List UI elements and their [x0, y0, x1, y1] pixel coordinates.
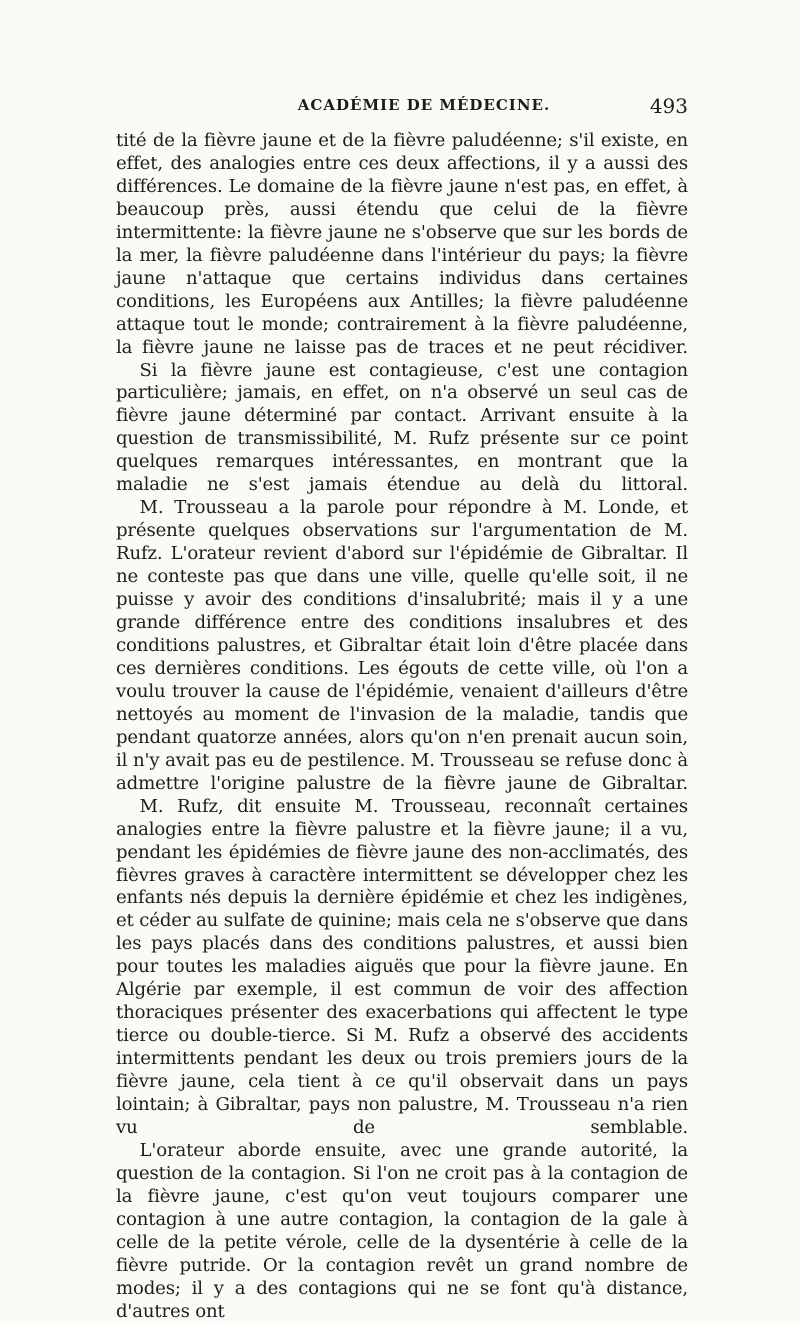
paragraph-2: Si la fièvre jaune est contagieuse, c'est une contagion particulière; jamais, en effet, on n'a observé un seul cas de fièvre jaune déterminé par contact. Arrivant ensuite à la question de transmissibilité, M. Rufz présente sur ce point quelques remarques intéressantes, en montrant que la maladie ne s'est jamais étendue au delà du littoral.: [116, 359, 688, 496]
body-text: [116, 130, 688, 1324]
running-head: [116, 96, 688, 126]
paragraph-4: M. Rufz, dit ensuite M. Trousseau, reconnaît certaines analogies entre la fièvre palustre et la fièvre jaune; il a vu, pendant les épidémies de fièvre jaune des non-acclimatés, des fièvres graves à caractère intermittent se développer chez les enfants nés depuis la dernière épidémie et chez les indigènes, et céder au sulfate de quinine; mais cela ne s'observe que dans les pays placés dans des conditions palustres, et aussi bien pour toutes les maladies aiguës que pour la fièvre jaune. En Algérie par exemple, il est commun de voir des affection thoraciques présenter des exacerbations qui affectent le type tierce ou double-tierce. Si M. Rufz a observé des accidents intermittents pendant les deux ou trois premiers jours de la fièvre jaune, cela tient à ce qu'il observait dans un pays lointain; à Gibraltar, pays non palustre, M. Trousseau n'a rien vu de semblable.: [116, 795, 688, 1138]
paragraph-3: M. Trousseau a la parole pour répondre à M. Londe, et présente quelques observations sur l'argumentation de M. Rufz. L'orateur revient d'abord sur l'épidémie de Gibraltar. Il ne conteste pas que dans une ville, quelle qu'elle soit, il ne puisse y avoir des conditions d'insalubrité; mais il y a une grande différence entre des conditions insalubres et des conditions palustres, et Gibraltar était loin d'être placée dans ces dernières conditions. Les égouts de cette ville, où l'on a voulu trouver la cause de l'épidémie, venaient d'ailleurs d'être nettoyés au moment de l'invasion de la maladie, tandis que pendant quatorze années, alors qu'on n'en prenait aucun soin, il n'y avait pas eu de pestilence. M. Trousseau se refuse donc à admettre l'origine palustre de la fièvre jaune de Gibraltar.: [116, 497, 688, 794]
paragraph-1: tité de la fièvre jaune et de la fièvre paludéenne; s'il existe, en effet, des analogies entre ces deux affections, il y a aussi des différences. Le domaine de la fièvre jaune n'est pas, en effet, à beaucoup près, aussi étendu que celui de la fièvre intermittente: la fièvre jaune ne s'observe que sur les bords de la mer, la fièvre paludéenne dans l'intérieur du pays; la fièvre jaune n'attaque que certains individus dans certaines conditions, les Européens aux Antilles; la fièvre paludéenne attaque tout le monde; contrairement à la fièvre paludéenne, la fièvre jaune ne laisse pas de traces et ne peut récidiver.: [116, 130, 688, 358]
running-title: ACADÉMIE DE MÉDECINE.: [297, 96, 551, 114]
paragraph-5: L'orateur aborde ensuite, avec une grande autorité, la question de la contagion. Si l'on ne croit pas à la contagion de la fièvre jaune, c'est qu'on veut toujours comparer une contagion à une autre contagion, la contagion de la gale à celle de la petite vérole, celle de la dysentérie à celle de la fièvre putride. Or la contagion revêt un grand nombre de modes; il y a des contagions qui ne se font qu'à distance, d'autres ont: [116, 1139, 688, 1322]
page-number: 493: [649, 94, 688, 118]
